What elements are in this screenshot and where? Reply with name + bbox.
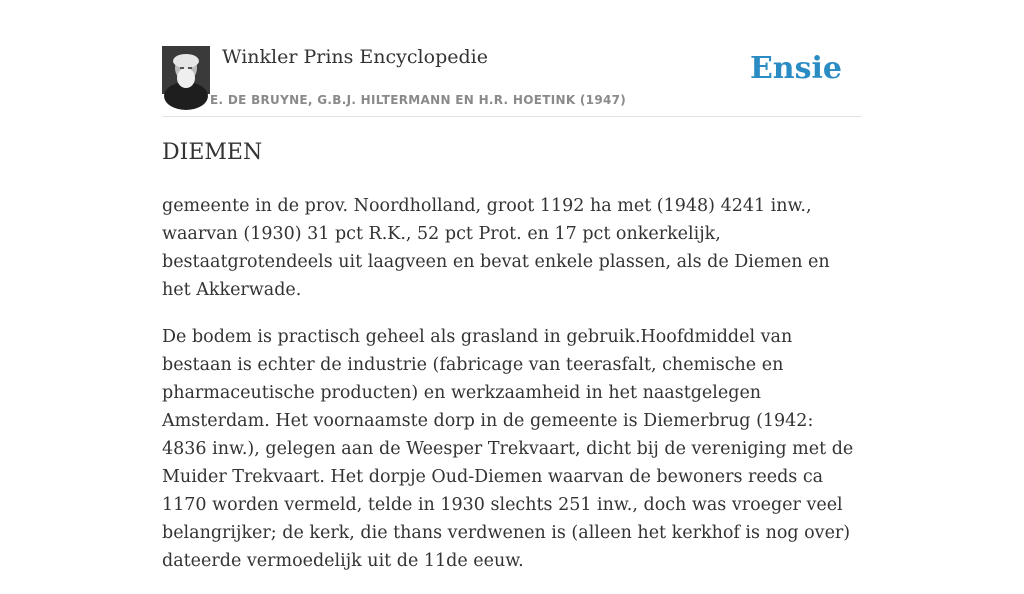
ensie-logo[interactable]: Ensie: [749, 51, 842, 86]
entry-paragraph: De bodem is practisch geheel als grasland in gebruik.Hoofdmiddel van bestaan is echter de industrie (fabricage van teerasfalt, chemische en pharmaceutische producten) en werkzaamheid in het naastgelegen Amsterdam. Het voornaamste dorp in de gemeente is Diemerbrug (1942: 4836 inw.), gelegen aan de Weesper Trekvaart, dicht bij de vereniging met de Muider Trekvaart. Het dorpje Oud-Diemen waarvan de bewoners reeds ca 1170 worden vermeld, telde in 1930 slechts 251 inw., doch was vroeger veel belangrijker; de kerk, die thans verdwenen is (alleen het kerkhof is nog over) dateerde vermoedelijk uit de 11de eeuw.: [162, 327, 854, 571]
source-title[interactable]: Winkler Prins Encyclopedie: [222, 46, 488, 68]
entry-paragraph: gemeente in de prov. Noordholland, groot 1192 ha met (1948) 4241 inw., waarvan (1930) 31 pct R.K., 52 pct Prot. en 17 pct onkerkelijk, bestaatgrotendeels uit laagveen en bevat enkele plassen, als de Diemen en het Akkerwade.: [162, 196, 830, 300]
entry-body: [162, 192, 862, 594]
author-portrait-graphic: [162, 46, 210, 94]
author-portrait-icon[interactable]: [162, 46, 210, 94]
entry-title: DIEMEN: [162, 140, 263, 165]
source-authors: E. DE BRUYNE, G.B.J. HILTERMANN EN H.R. HOETINK (1947): [210, 93, 627, 107]
source-header: [162, 46, 862, 117]
